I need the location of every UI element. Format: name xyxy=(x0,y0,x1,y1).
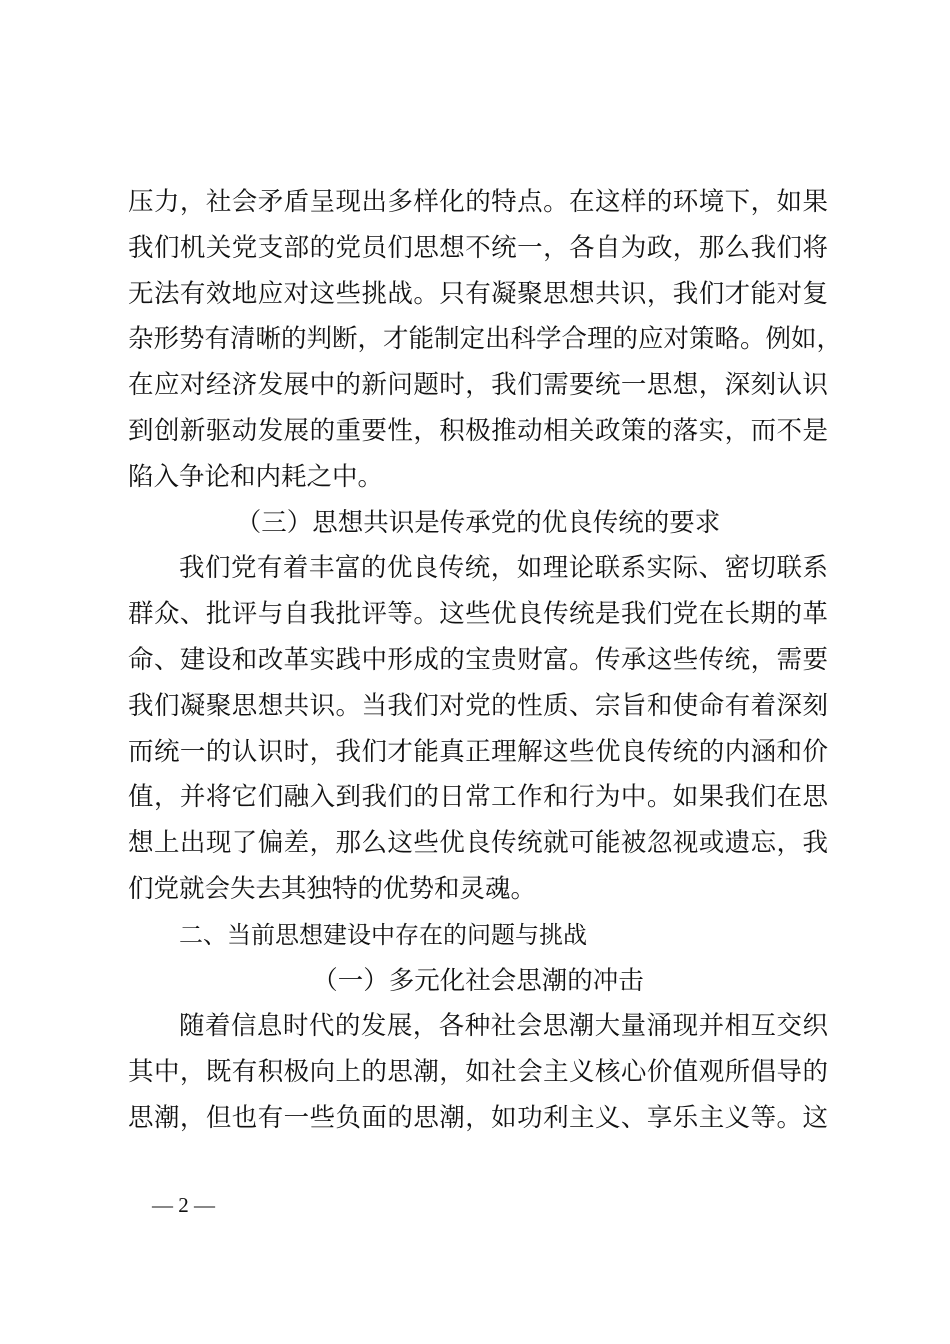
paragraph-line: 们党就会失去其独特的优势和灵魂。 xyxy=(128,873,537,904)
paragraph-line: 我们党有着丰富的优良传统，如理论联系实际、密切联系 xyxy=(179,553,828,584)
section-heading: 二、当前思想建设中存在的问题与挑战 xyxy=(179,920,587,949)
paragraph-line: 思潮，但也有一些负面的思潮，如功利主义、享乐主义等。这 xyxy=(128,1102,828,1133)
paragraph-line: 杂形势有清晰的判断，才能制定出科学合理的应对策略。例如， xyxy=(128,324,843,355)
paragraph-line: 随着信息时代的发展，各种社会思潮大量涌现并相互交织 xyxy=(179,1011,828,1042)
document-body xyxy=(128,180,843,1142)
paragraph-line: 无法有效地应对这些挑战。只有凝聚思想共识，我们才能对复 xyxy=(128,278,828,309)
paragraph-line: 压力，社会矛盾呈现出多样化的特点。在这样的环境下，如果 xyxy=(128,187,828,217)
paragraph-line: 我们凝聚思想共识。当我们对党的性质、宗旨和使命有着深刻 xyxy=(128,690,828,721)
paragraph-line: 陷入争论和内耗之中。 xyxy=(128,461,384,492)
section-subheading: （一）多元化社会思潮的冲击 xyxy=(312,965,644,996)
paragraph-line: 到创新驱动发展的重要性，积极推动相关政策的落实，而不是 xyxy=(128,415,828,446)
paragraph-line: 我们机关党支部的党员们思想不统一，各自为政，那么我们将 xyxy=(128,232,828,263)
paragraph-line: 在应对经济发展中的新问题时，我们需要统一思想，深刻认识 xyxy=(128,370,828,401)
paragraph-line: 值，并将它们融入到我们的日常工作和行为中。如果我们在思 xyxy=(128,782,828,813)
paragraph-line: 想上出现了偏差，那么这些优良传统就可能被忽视或遗忘，我 xyxy=(128,828,828,859)
page-number: — 2 — xyxy=(152,1193,215,1217)
paragraph-line: 其中，既有积极向上的思潮，如社会主义核心价值观所倡导的 xyxy=(128,1057,828,1088)
paragraph-line: 而统一的认识时，我们才能真正理解这些优良传统的内涵和价 xyxy=(128,736,828,767)
paragraph-line: 群众、批评与自我批评等。这些优良传统是我们党在长期的革 xyxy=(128,599,828,630)
section-subheading: （三）思想共识是传承党的优良传统的要求 xyxy=(235,507,721,538)
paragraph-line: 命、建设和改革实践中形成的宝贵财富。传承这些传统，需要 xyxy=(128,644,828,675)
